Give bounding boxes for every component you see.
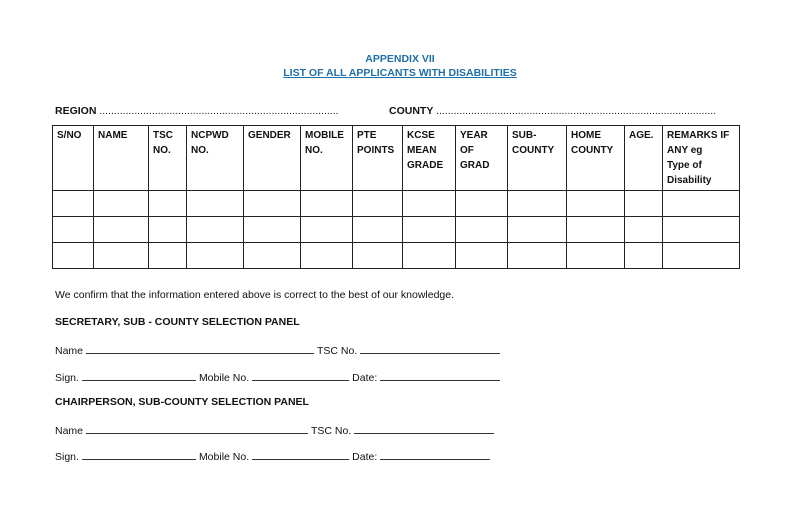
- column-header: TSC NO.: [149, 126, 187, 191]
- region-label: REGION: [55, 105, 97, 117]
- name-blank[interactable]: [86, 343, 314, 354]
- table-cell[interactable]: [244, 217, 301, 243]
- table-cell[interactable]: [149, 217, 187, 243]
- column-header: YEAR OF GRAD: [456, 126, 508, 191]
- tsc-blank[interactable]: [360, 343, 500, 354]
- secretary-name-row: [55, 343, 503, 357]
- appendix-title: APPENDIX VII: [365, 53, 435, 65]
- table-row: [53, 191, 740, 217]
- table-cell[interactable]: [244, 243, 301, 269]
- table-cell[interactable]: [301, 217, 353, 243]
- sign-blank[interactable]: [82, 370, 196, 381]
- county-field: [389, 105, 716, 117]
- column-header: HOME COUNTY: [567, 126, 625, 191]
- date-label: Date:: [352, 451, 378, 463]
- table-cell[interactable]: [567, 243, 625, 269]
- column-header: PTE POINTS: [353, 126, 403, 191]
- table-cell[interactable]: [94, 217, 149, 243]
- column-header: NCPWD NO.: [187, 126, 244, 191]
- table-cell[interactable]: [456, 243, 508, 269]
- name-blank[interactable]: [86, 423, 308, 434]
- table-cell[interactable]: [353, 217, 403, 243]
- mobile-blank[interactable]: [252, 449, 349, 460]
- chairperson-name-row: [55, 423, 497, 437]
- table-cell[interactable]: [567, 191, 625, 217]
- column-header: NAME: [94, 126, 149, 191]
- date-label: Date:: [352, 372, 378, 384]
- column-header: GENDER: [244, 126, 301, 191]
- applicants-table: [52, 125, 740, 269]
- confirmation-statement: We confirm that the information entered above is correct to the best of our knowledge.: [55, 289, 455, 301]
- table-cell[interactable]: [301, 191, 353, 217]
- table-cell[interactable]: [567, 217, 625, 243]
- table-cell[interactable]: [625, 217, 663, 243]
- table-cell[interactable]: [403, 191, 456, 217]
- table-row: [53, 217, 740, 243]
- name-label: Name: [55, 425, 84, 437]
- county-label: COUNTY: [389, 105, 434, 117]
- column-header: S/NO: [53, 126, 94, 191]
- column-header: MOBILE NO.: [301, 126, 353, 191]
- table-cell[interactable]: [187, 243, 244, 269]
- table-cell[interactable]: [301, 243, 353, 269]
- table-cell[interactable]: [456, 217, 508, 243]
- table-cell[interactable]: [94, 191, 149, 217]
- table-cell[interactable]: [663, 243, 740, 269]
- date-blank[interactable]: [380, 449, 490, 460]
- column-header: REMARKS IF ANY eg Type of Disability: [663, 126, 740, 191]
- tsc-blank[interactable]: [354, 423, 494, 434]
- date-blank[interactable]: [380, 370, 500, 381]
- column-header: KCSE MEAN GRADE: [403, 126, 456, 191]
- table-cell[interactable]: [508, 191, 567, 217]
- document-subtitle: LIST OF ALL APPLICANTS WITH DISABILITIES: [283, 67, 517, 79]
- tsc-label: TSC No.: [317, 345, 358, 357]
- table-cell[interactable]: [94, 243, 149, 269]
- table-cell[interactable]: [663, 191, 740, 217]
- table-cell[interactable]: [353, 191, 403, 217]
- column-header: AGE.: [625, 126, 663, 191]
- mobile-blank[interactable]: [252, 370, 349, 381]
- sign-label: Sign.: [55, 451, 79, 463]
- mobile-label: Mobile No.: [198, 451, 250, 463]
- table-cell[interactable]: [508, 243, 567, 269]
- secretary-heading: SECRETARY, SUB - COUNTY SELECTION PANEL: [55, 316, 300, 328]
- chairperson-heading: CHAIRPERSON, SUB-COUNTY SELECTION PANEL: [55, 396, 309, 408]
- county-dots: ................................................................................................: [436, 105, 717, 117]
- table-cell[interactable]: [149, 243, 187, 269]
- table-cell[interactable]: [625, 191, 663, 217]
- sign-label: Sign.: [55, 372, 79, 384]
- table-cell[interactable]: [403, 217, 456, 243]
- tsc-label: TSC No.: [311, 425, 352, 437]
- table-cell[interactable]: [508, 217, 567, 243]
- table-cell[interactable]: [663, 217, 740, 243]
- region-dots: ..................................................................................: [99, 105, 339, 117]
- table-cell[interactable]: [149, 191, 187, 217]
- table-cell[interactable]: [53, 217, 94, 243]
- secretary-sign-row: [55, 370, 503, 384]
- table-cell[interactable]: [353, 243, 403, 269]
- table-cell[interactable]: [187, 217, 244, 243]
- region-field: [55, 105, 339, 117]
- sign-blank[interactable]: [82, 449, 196, 460]
- table-cell[interactable]: [456, 191, 508, 217]
- mobile-label: Mobile No.: [198, 372, 250, 384]
- table-cell[interactable]: [244, 191, 301, 217]
- table-cell[interactable]: [53, 243, 94, 269]
- table-row: [53, 243, 740, 269]
- table-cell[interactable]: [403, 243, 456, 269]
- table-cell[interactable]: [625, 243, 663, 269]
- chairperson-sign-row: [55, 449, 493, 463]
- column-header: SUB- COUNTY: [508, 126, 567, 191]
- table-cell[interactable]: [53, 191, 94, 217]
- table-header-row: [53, 126, 740, 191]
- table-cell[interactable]: [187, 191, 244, 217]
- name-label: Name: [55, 345, 84, 357]
